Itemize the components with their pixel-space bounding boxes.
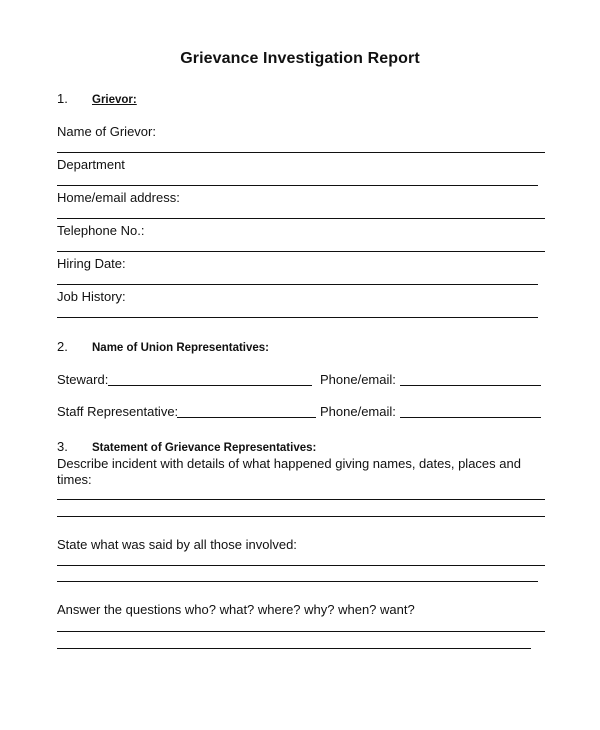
telephone-label: Telephone No.:	[57, 223, 145, 238]
name-of-grievor-label: Name of Grievor:	[57, 124, 156, 139]
section3-number: 3.	[57, 439, 68, 454]
staff-representative-label: Staff Representative:	[57, 404, 179, 419]
steward-phone-label: Phone/email:	[320, 372, 396, 387]
statements-line-2[interactable]	[57, 581, 538, 582]
questions-line-1[interactable]	[57, 631, 545, 632]
incident-line-2[interactable]	[57, 516, 545, 517]
incident-line-1[interactable]	[57, 499, 545, 500]
department-label: Department	[57, 157, 125, 172]
describe-incident-prompt-cont: times:	[57, 472, 92, 487]
home-email-label: Home/email address:	[57, 190, 180, 205]
home-email-line[interactable]	[57, 218, 545, 219]
telephone-line[interactable]	[57, 251, 545, 252]
name-of-grievor-line[interactable]	[57, 152, 545, 153]
department-line[interactable]	[57, 185, 538, 186]
describe-incident-prompt: Describe incident with details of what happened giving names, dates, places and	[57, 456, 521, 471]
section3-heading: Statement of Grievance Representatives:	[92, 442, 317, 454]
section2-number: 2.	[57, 339, 68, 354]
staff-representative-line[interactable]	[177, 417, 316, 418]
questions-line-2[interactable]	[57, 648, 531, 649]
steward-phone-line[interactable]	[400, 385, 541, 386]
job-history-line[interactable]	[57, 317, 538, 318]
statements-line-1[interactable]	[57, 565, 545, 566]
steward-line[interactable]	[108, 385, 312, 386]
questions-prompt: Answer the questions who? what? where? why? when? want?	[57, 602, 415, 617]
hiring-date-label: Hiring Date:	[57, 256, 126, 271]
section1-number: 1.	[57, 91, 68, 106]
staff-phone-label: Phone/email:	[320, 404, 396, 419]
staff-phone-line[interactable]	[400, 417, 541, 418]
job-history-label: Job History:	[57, 289, 126, 304]
section1-heading: Grievor:	[92, 94, 137, 106]
steward-label: Steward:	[57, 372, 109, 387]
statements-prompt: State what was said by all those involved:	[57, 537, 297, 552]
section2-heading: Name of Union Representatives:	[92, 342, 270, 354]
hiring-date-line[interactable]	[57, 284, 538, 285]
page-title: Grievance Investigation Report	[180, 50, 420, 67]
